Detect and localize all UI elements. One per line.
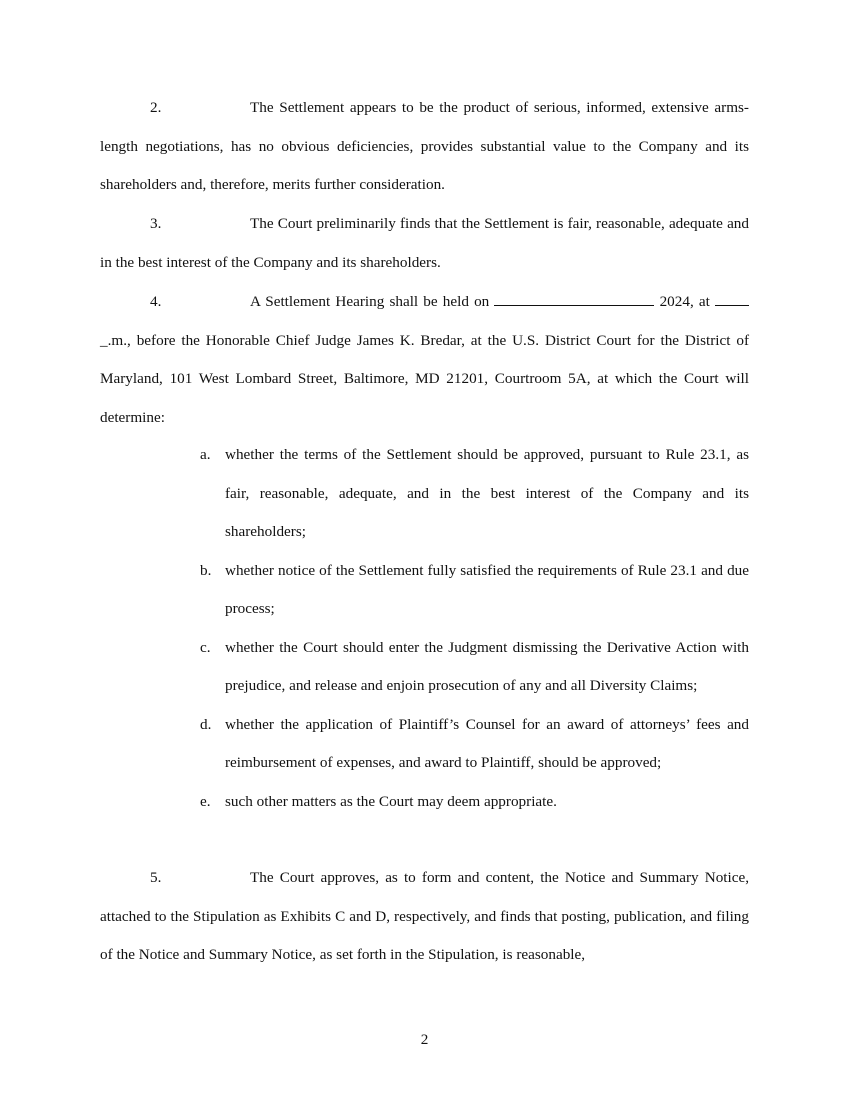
page-number: 2 (420, 1031, 429, 1048)
paragraph-text: The Court approves, as to form and content, the Notice and Summary Notice, attached to the Stipulation as Exhibits C and D, respectively, and finds that posting, publication, and filing of the Notice and Summary Notice, as set forth in the Stipulation, is reasonable, (100, 869, 749, 963)
paragraph-number: 4. (150, 293, 162, 310)
paragraph-2 (100, 89, 749, 205)
date-blank (494, 291, 654, 306)
list-item-text: whether the application of Plaintiff’s Counsel for an award of attorneys’ fees and reimbursement of expenses, and award to Plaintiff, should be approved; (225, 715, 749, 771)
list-item-letter: a. (200, 446, 211, 463)
list-item (200, 436, 749, 552)
list-item-text: such other matters as the Court may deem appropriate. (225, 792, 557, 810)
list-item-letter: e. (200, 792, 211, 810)
list-item-letter: c. (200, 638, 211, 656)
paragraph-number: 3. (150, 215, 162, 232)
list-item-letter: d. (200, 715, 212, 733)
paragraph-3 (100, 205, 749, 282)
paragraph-text: A Settlement Hearing shall be held on (250, 293, 490, 310)
paragraph-4 (100, 283, 749, 437)
paragraph-text: The Court preliminarily finds that the Settlement is fair, reasonable, adequate and in the best interest of the Company and its shareholders. (100, 215, 749, 271)
determination-list (200, 436, 749, 821)
list-item-text: whether notice of the Settlement fully satisfied the requirements of Rule 23.1 and due process; (225, 561, 749, 617)
list-item (200, 552, 749, 629)
list-item (200, 783, 749, 822)
list-item-text: whether the terms of the Settlement should be approved, pursuant to Rule 23.1, as fair, reasonable, adequate, and in the best interest of the Company and its shareholders; (225, 446, 749, 540)
paragraph-number: 2. (150, 99, 162, 116)
list-item (200, 706, 749, 783)
paragraph-text: before the Honorable Chief Judge James K. Bredar, at the U.S. District Court for the District of Maryland, 101 West Lombard Street, Baltimore, MD 21201, Courtroom 5A, at which the Court will determine: (100, 331, 749, 426)
paragraph-text: _.m., (100, 331, 131, 349)
list-item-letter: b. (200, 561, 212, 579)
paragraph-number: 5. (150, 869, 162, 886)
list-item (200, 629, 749, 706)
paragraph-text: The Settlement appears to be the product of serious, informed, extensive arms-length negotiations, has no obvious deficiencies, provides substantial value to the Company and its shareholders and, therefore, merits further consideration. (100, 99, 749, 193)
paragraph-text: 2024, at (659, 293, 710, 310)
time-blank (715, 291, 749, 306)
paragraph-5 (100, 859, 749, 975)
list-item-text: whether the Court should enter the Judgment dismissing the Derivative Action with prejudice, and release and enjoin prosecution of any and all Diversity Claims; (225, 638, 749, 694)
